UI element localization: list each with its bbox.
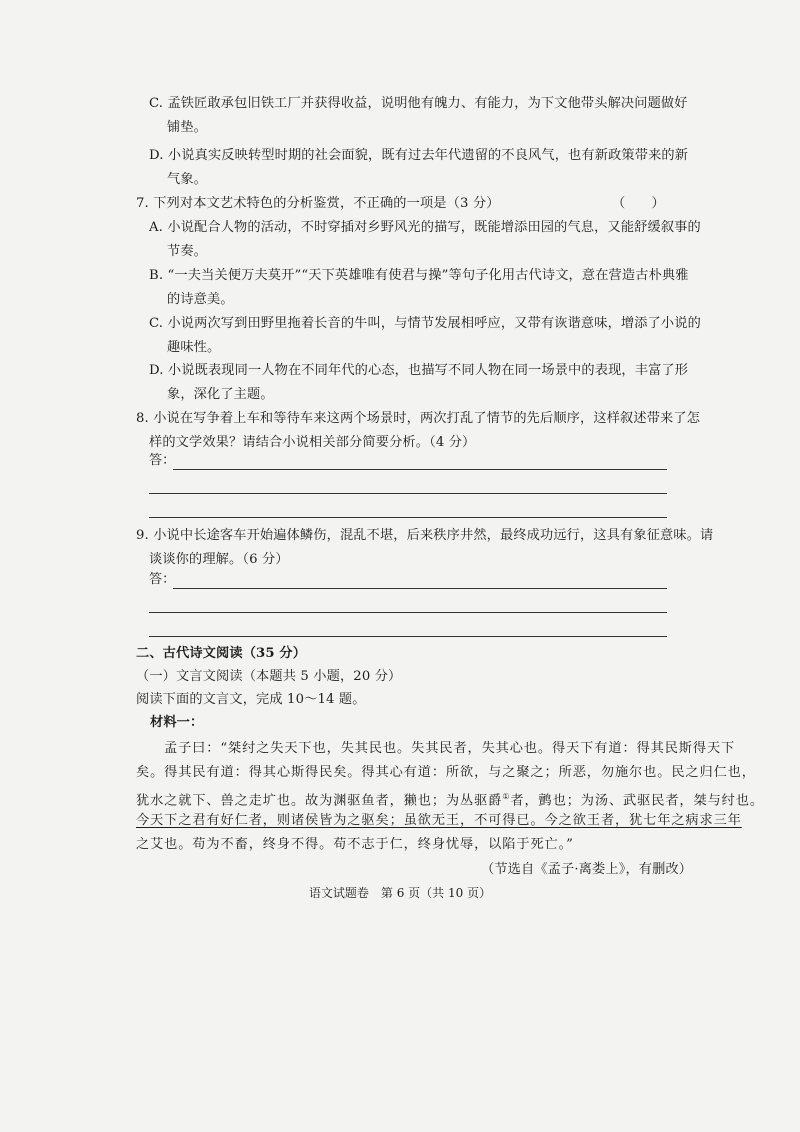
q7-option-c-line2: 趣味性。: [167, 340, 221, 355]
q8-stem-line2: 样的文学效果？请结合小说相关部分简要分析。（4 分）: [149, 435, 476, 450]
passage-line3-part1: 犹水之就下、兽之走圹也。故为渊驱鱼者，獭也；为丛驱爵: [136, 793, 503, 809]
passage-line1: 孟子曰：“桀纣之失天下也，失其民也。失其民者，失其心也。得天下有道：得其民斯得天下: [164, 741, 736, 756]
page-footer: 语文试题卷 第 6 页（共 10 页）: [308, 886, 492, 900]
section2-instruction: 阅读下面的文言文，完成 10～14 题。: [136, 692, 366, 707]
q9-stem-line1: 9. 小说中长途客车开始遍体鳞伤，混乱不堪，后来秩序井然，最终成功远行，这具有象征意味。请: [136, 528, 714, 543]
q7-option-d-line1: D. 小说既表现同一人物在不同年代的心态，也描写不同人物在同一场景中的表现，丰富了形: [149, 363, 689, 378]
q8-stem-line1: 8. 小说在写争着上车和等待车来这两个场景时，两次打乱了情节的先后顺序，这样叙述带来了怎: [136, 411, 701, 426]
q7-option-d-line2: 象，深化了主题。: [167, 387, 274, 402]
q6-option-c-line2: 铺垫。: [167, 120, 208, 135]
q9-answer-line3[interactable]: [149, 619, 667, 637]
q9-answer-rule2: [149, 612, 667, 613]
passage-line4: 今天下之君有好仁者，则诸侯皆为之驱矣；虽欲无王，不可得已。今之欲王者，犹七年之病求三年: [136, 813, 742, 828]
q7-stem: 7. 下列对本文艺术特色的分析鉴赏，不正确的一项是（3 分）: [136, 196, 500, 211]
q6-option-d-line2: 气象。: [167, 172, 208, 187]
passage-source: （节选自《孟子·离娄上》，有删改）: [481, 862, 693, 877]
q9-answer-rule3: [149, 636, 667, 637]
q7-option-a-line2: 节奏。: [167, 244, 208, 259]
footnote-marker: ①: [502, 792, 511, 801]
q9-answer-rule1: [173, 588, 667, 589]
q7-option-c-line1: C. 小说两次写到田野里拖着长音的牛叫，与情节发展相呼应，又带有诙谐意味，增添了小说的: [149, 316, 701, 331]
material-one-label: 材料一：: [150, 715, 204, 730]
q9-answer-line2[interactable]: [149, 595, 667, 613]
q7-option-b-line2: 的诗意美。: [167, 292, 234, 307]
q8-answer-line1[interactable]: [149, 452, 667, 470]
q6-option-c-line1: C. 孟铁匠敢承包旧铁工厂并获得收益，说明他有魄力、有能力，为下文他带头解决问题做好: [149, 96, 688, 111]
section2-title: 二、古代诗文阅读（35 分）: [136, 646, 307, 661]
q9-answer-line1[interactable]: [149, 571, 667, 589]
passage-line2: 矣。得其民有道：得其心斯得民矣。得其心有道：所欲，与之聚之；所恶，勿施尔也。民之归仁也，: [136, 765, 756, 780]
q7-option-b-line1: B. “一夫当关便万夫莫开”“天下英雄唯有使君与操”等句子化用古代诗文，意在营造古朴典雅: [149, 268, 689, 283]
q8-answer-line2[interactable]: [149, 476, 667, 494]
q8-answer-line3[interactable]: [149, 500, 667, 518]
section2-subtitle: （一）文言文阅读（本题共 5 小题，20 分）: [136, 669, 402, 684]
q9-answer-label: 答：: [149, 572, 176, 587]
q7-option-a-line1: A. 小说配合人物的活动，不时穿插对乡野风光的描写，既能增添田园的气息，又能舒缓叙事的: [149, 220, 701, 235]
q8-answer-label: 答：: [149, 453, 176, 468]
passage-line5: 之艾也。苟为不畜，终身不得。苟不志于仁，终身忧辱，以陷于死亡。”: [136, 837, 574, 852]
q7-answer-paren[interactable]: （ ）: [612, 196, 665, 211]
passage-line3: [136, 787, 764, 811]
q8-answer-rule1: [173, 469, 667, 470]
q8-answer-rule3: [149, 517, 667, 518]
q9-stem-line2: 谈谈你的理解。（6 分）: [149, 552, 289, 567]
q6-option-d-line1: D. 小说真实反映转型时期的社会面貌，既有过去年代遗留的不良风气，也有新政策带来的新: [149, 148, 689, 163]
passage-line3-part2: 者，鹯也；为汤、武驱民者，桀与纣也。: [510, 793, 764, 809]
q8-answer-rule2: [149, 493, 667, 494]
